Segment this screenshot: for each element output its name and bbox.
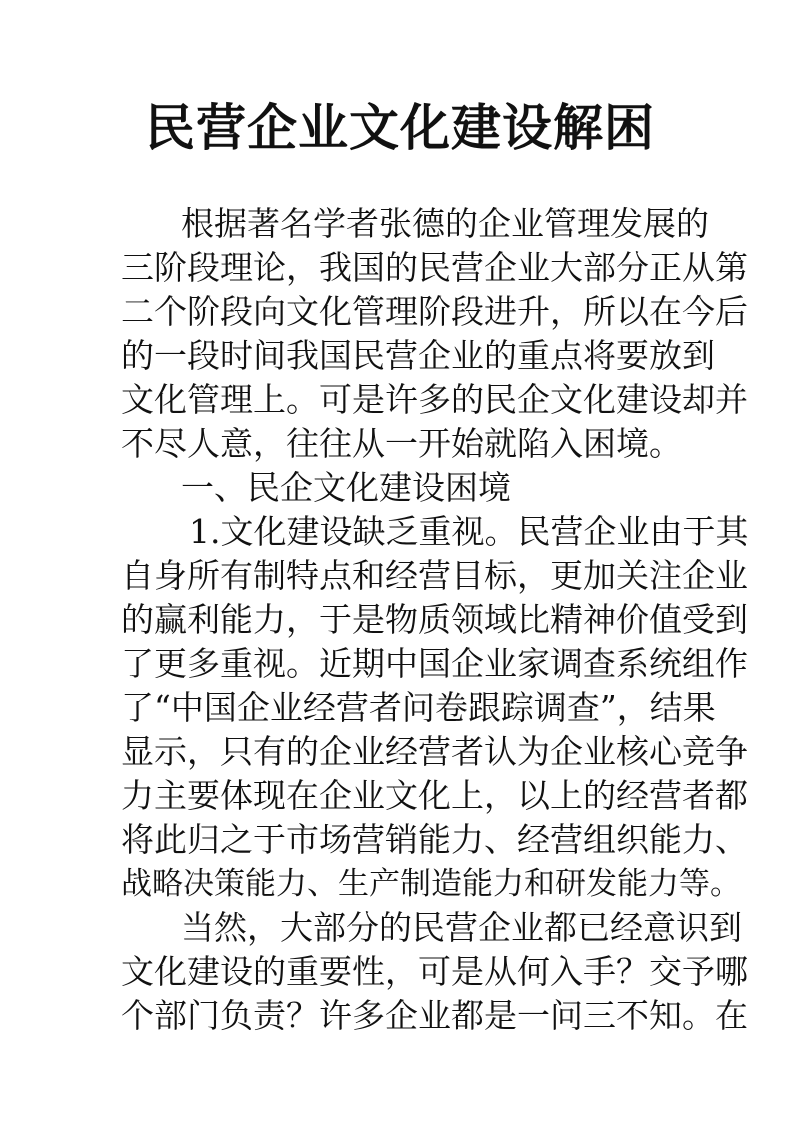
paragraph-1-line-6: 不尽人意，往往从一开始就陷入困境。 [121,424,682,463]
paragraph-1-line-4: 的一段时间我国民营企业的重点将要放到 [121,336,715,375]
section-heading-1: 一、民企文化建设困境 [181,468,511,507]
paragraph-2-line-3: 的赢利能力，于是物质领域比精神价值受到 [121,600,748,639]
paragraph-1-line-1: 根据著名学者张德的企业管理发展的 [181,204,709,243]
paragraph-1-line-5: 文化管理上。可是许多的民企文化建设却并 [121,380,748,419]
paragraph-2-line-9: 战略决策能力、生产制造能力和研发能力等。 [121,866,741,902]
paragraph-2-line-1: 1.文化建设缺乏重视。民营企业由于其 [189,512,749,551]
paragraph-2-line-7: 力主要体现在企业文化上，以上的经营者都 [121,776,748,815]
paragraph-1-line-3: 二个阶段向文化管理阶段进升，所以在今后 [121,292,748,331]
paragraph-3-line-2: 文化建设的重要性，可是从何入手？交予哪 [121,952,748,991]
paragraph-2-line-6: 显示，只有的企业经营者认为企业核心竞争 [121,732,748,771]
paragraph-2-line-4: 了更多重视。近期中国企业家调查系统组作 [121,644,748,683]
paragraph-3-line-1: 当然，大部分的民营企业都已经意识到 [181,908,742,947]
paragraph-2-line-2: 自身所有制特点和经营目标，更加关注企业 [121,556,748,595]
document-title: 民营企业文化建设解困 [145,98,655,157]
paragraph-2-line-5: 了“中国企业经营者问卷跟踪调查”，结果 [121,688,716,727]
paragraph-2-line-8: 将此归之于市场营销能力、经营组织能力、 [121,820,748,859]
paragraph-3-line-3: 个部门负责？许多企业都是一问三不知。在 [121,996,748,1035]
paragraph-1-line-2: 三阶段理论，我国的民营企业大部分正从第 [121,248,748,287]
